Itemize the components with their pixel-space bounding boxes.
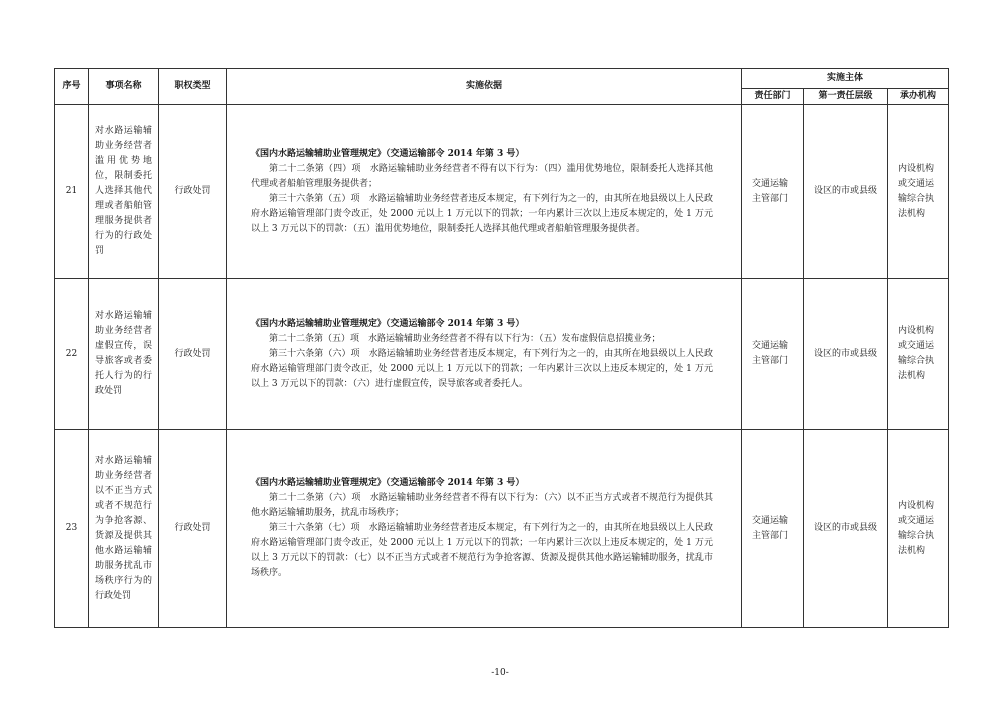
row-name: 对水路运输辅助业务经营者以不正当方式或者不规范行为争抢客源、货源及提供其他水路运输辅助服务扰乱市场秩序行为的行政处罚 xyxy=(89,430,159,628)
basis-paragraph: 第二十二条第（六）项 水路运输辅助业务经营者不得有以下行为：（六）以不正当方式或者不规范行为提供其他水路运输辅助服务，扰乱市场秩序； xyxy=(251,493,713,518)
row-dept: 交通运输主管部门 xyxy=(742,279,804,430)
row-dept: 交通运输主管部门 xyxy=(742,105,804,279)
page-number: -10- xyxy=(491,668,509,678)
table-row xyxy=(55,105,949,279)
header-org: 承办机构 xyxy=(888,89,949,105)
row-name: 对水路运输辅助业务经营者滥用优势地 位，限制委托人选择其他代理或者船舶管理服务提供者行为的行政处罚 xyxy=(89,105,159,279)
basis-paragraph: 第三十六条第（五）项 水路运输辅助业务经营者违反本规定，有下列行为之一的，由其所在地县级以上人民政府水路运输管理部门责令改正，处 2000 元以上 1 万元以下的罚款；一年内累计三次以上违反本规定的，处 1 万元以上 3 万元以下的罚款：（五）滥用优势地位，限制委托人选择其他代理或者船舶管理服务提供者。 xyxy=(251,193,713,234)
table-row xyxy=(55,279,949,430)
header-seq: 序号 xyxy=(55,69,89,105)
row-org: 内设机构或交通运输综合执法机构 xyxy=(888,430,949,628)
header-type: 职权类型 xyxy=(159,69,227,105)
basis-title: 《国内水路运输辅助业管理规定》（交通运输部令 2014 年第 3 号） xyxy=(251,318,525,329)
row-name: 对水路运输辅助业务经营者虚假宣传，误导旅客或者委托人行为的行政处罚 xyxy=(89,279,159,430)
row-basis xyxy=(227,105,742,279)
row-dept: 交通运输主管部门 xyxy=(742,430,804,628)
basis-title: 《国内水路运输辅助业管理规定》（交通运输部令 2014 年第 3 号） xyxy=(251,148,525,159)
row-level: 设区的市或县级 xyxy=(804,430,888,628)
matters-table xyxy=(54,68,949,628)
row-org: 内设机构或交通运输综合执法机构 xyxy=(888,105,949,279)
header-subject: 实施主体 xyxy=(742,69,949,89)
basis-paragraph: 第二十二条第（四）项 水路运输辅助业务经营者不得有以下行为：（四）滥用优势地位，限制委托人选择其他代理或者船舶管理服务提供者； xyxy=(251,163,713,189)
basis-title: 《国内水路运输辅助业管理规定》（交通运输部令 2014 年第 3 号） xyxy=(251,478,525,488)
row-seq: 23 xyxy=(55,430,89,628)
basis-paragraph: 第二十二条第（五）项 水路运输辅助业务经营者不得有以下行为：（五）发布虚假信息招揽业务； xyxy=(269,333,661,344)
row-type: 行政处罚 xyxy=(159,430,227,628)
row-seq: 21 xyxy=(55,105,89,279)
row-org: 内设机构或交通运输综合执法机构 xyxy=(888,279,949,430)
header-basis: 实施依据 xyxy=(227,69,742,105)
header-dept: 责任部门 xyxy=(742,89,804,105)
row-type: 行政处罚 xyxy=(159,279,227,430)
row-seq: 22 xyxy=(55,279,89,430)
row-basis xyxy=(227,279,742,430)
header-level: 第一责任层级 xyxy=(804,89,888,105)
basis-paragraph: 第三十六条第（六）项 水路运输辅助业务经营者违反本规定，有下列行为之一的，由其所在地县级以上人民政府水路运输管理部门责令改正，处 2000 元以上 1 万元以下的罚款；一年内累计三次以上违反本规定的，处 1 万元以上 3 万元以下的罚款：（六）进行虚假宣传，误导旅客或者委托人。 xyxy=(251,348,713,389)
row-level: 设区的市或县级 xyxy=(804,105,888,279)
table-row xyxy=(55,430,949,628)
row-type: 行政处罚 xyxy=(159,105,227,279)
header-name: 事项名称 xyxy=(89,69,159,105)
row-level: 设区的市或县级 xyxy=(804,279,888,430)
basis-paragraph: 第三十六条第（七）项 水路运输辅助业务经营者违反本规定，有下列行为之一的，由其所在地县级以上人民政府水路运输管理部门责令改正，处 2000 元以上 1 万元以下的罚款；一年内累计三次以上违反本规定的，处 1 万元以上 3 万元以下的罚款：（七）以不正当方式或者不规范行为争抢客源、货源及提供其他水路运输辅助服务，扰乱市场秩序。 xyxy=(251,523,713,578)
row-basis xyxy=(227,430,742,628)
